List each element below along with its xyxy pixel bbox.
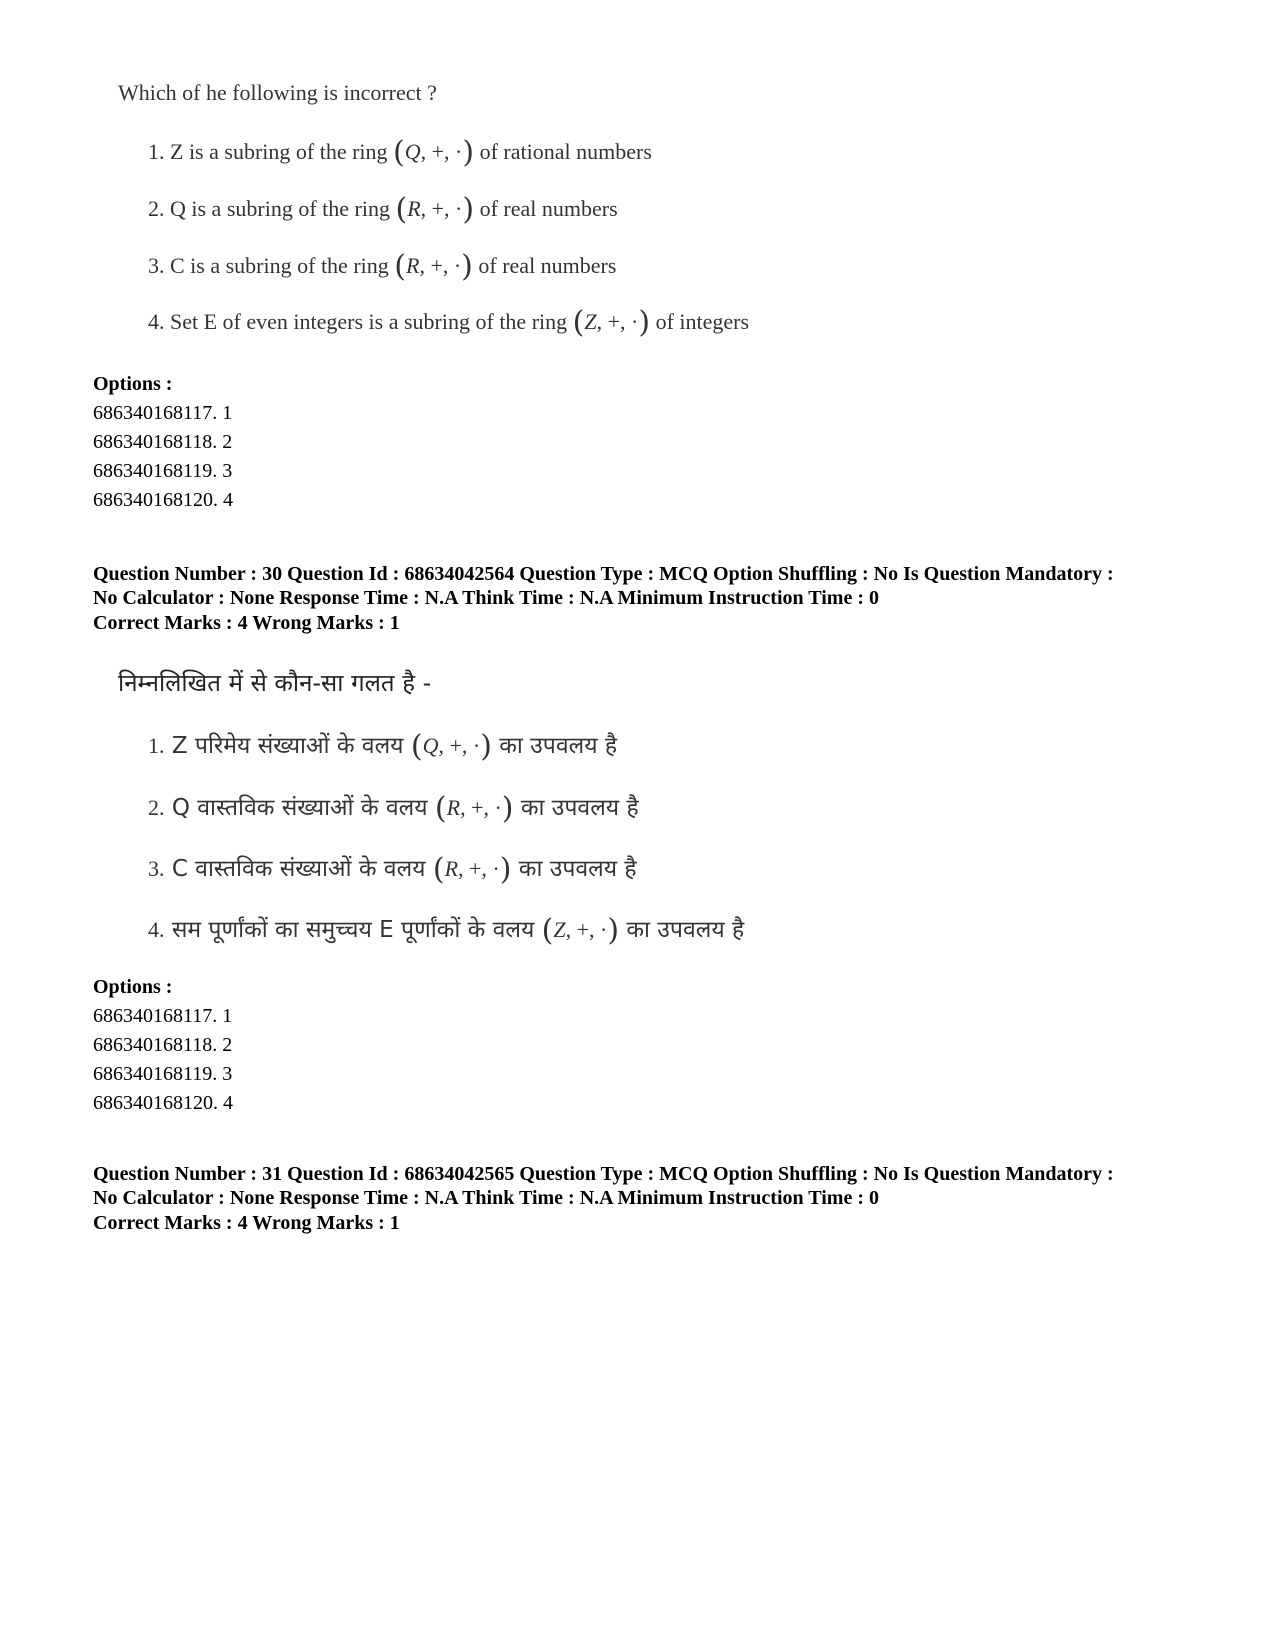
statement-text: of real numbers <box>478 253 617 278</box>
q30-marks: Correct Marks : 4 Wrong Marks : 1 <box>93 612 400 634</box>
statement-text: Z is a subring of the ring <box>170 139 388 164</box>
q30-statement-2 <box>148 788 639 826</box>
ring-ops: , +, · <box>420 196 463 221</box>
q29-statement-3 <box>148 246 617 284</box>
ring-set: Z <box>553 917 566 942</box>
statement-text: का उपवलय है <box>520 795 639 821</box>
paren-open: ( <box>434 791 447 826</box>
paren-close: ) <box>480 729 492 764</box>
q29-option-2: 686340168118. 2 <box>93 431 233 453</box>
statement-text: C वास्तविक संख्याओं के वलय <box>171 856 426 882</box>
ring-set: R <box>446 795 461 820</box>
ring-ops: , +, · <box>565 917 608 942</box>
q30-options-label: Options : <box>93 976 173 998</box>
q31-meta <box>93 1162 1213 1210</box>
statement-number: 4. <box>148 309 165 334</box>
ring-ops: , +, · <box>438 733 481 758</box>
statement-number: 3. <box>148 253 165 278</box>
ring-set: R <box>405 253 420 278</box>
q29-option-4: 686340168120. 4 <box>93 489 233 511</box>
ring-ops: , +, · <box>596 309 639 334</box>
q29-options-label: Options : <box>93 373 173 395</box>
ring-set: R <box>444 856 459 881</box>
statement-text: Q वास्तविक संख्याओं के वलय <box>171 795 428 821</box>
statement-number: 2. <box>148 795 165 820</box>
q30-statement-1 <box>148 726 618 764</box>
paren-close: ) <box>461 249 473 284</box>
ring-set: Z <box>584 309 597 334</box>
ring-set: Q <box>422 733 439 758</box>
q30-option-1: 686340168117. 1 <box>93 1005 233 1027</box>
q29-option-3: 686340168119. 3 <box>93 460 233 482</box>
q30-statement-3 <box>148 849 637 887</box>
statement-number: 3. <box>148 856 165 881</box>
statement-text: का उपवलय है <box>626 917 745 943</box>
q31-meta-line1: Question Number : 31 Question Id : 68634042565 Question Type : MCQ Option Shuffling : No Is Question Mandatory : <box>93 1163 1114 1185</box>
statement-text: of integers <box>655 309 750 334</box>
paren-close: ) <box>638 305 651 340</box>
paren-open: ( <box>393 135 405 170</box>
q29-statement-1 <box>148 132 652 170</box>
statement-text: Q is a subring of the ring <box>170 196 390 221</box>
paren-open: ( <box>432 852 445 887</box>
q30-stem: निम्नलिखित में से कौन-सा गलत है - <box>118 669 432 697</box>
q31-meta-line2: No Calculator : None Response Time : N.A Think Time : N.A Minimum Instruction Time : 0 <box>93 1187 879 1209</box>
statement-text: of real numbers <box>479 196 618 221</box>
ring-ops: , +, · <box>420 139 463 164</box>
q31-marks: Correct Marks : 4 Wrong Marks : 1 <box>93 1212 400 1234</box>
q30-meta-line2: No Calculator : None Response Time : N.A Think Time : N.A Minimum Instruction Time : 0 <box>93 587 879 609</box>
statement-number: 1. <box>148 139 165 164</box>
statement-text: of rational numbers <box>479 139 652 164</box>
statement-number: 4. <box>148 917 165 942</box>
q30-option-3: 686340168119. 3 <box>93 1063 233 1085</box>
statement-text: सम पूर्णांकों का समुच्चय E पूर्णांकों के वलय <box>171 917 535 943</box>
statement-number: 2. <box>148 196 165 221</box>
paren-open: ( <box>541 913 554 948</box>
ring-set: R <box>407 196 421 221</box>
q30-option-4: 686340168120. 4 <box>93 1092 233 1114</box>
paren-close: ) <box>607 913 620 948</box>
paren-open: ( <box>394 249 406 284</box>
paren-open: ( <box>410 729 423 764</box>
paren-open: ( <box>395 192 408 227</box>
q29-statement-4 <box>148 302 750 340</box>
ring-ops: , +, · <box>460 795 502 820</box>
q30-meta-line1: Question Number : 30 Question Id : 68634042564 Question Type : MCQ Option Shuffling : No Is Question Mandatory : <box>93 563 1114 585</box>
statement-text: का उपवलय है <box>499 733 618 759</box>
statement-number: 1. <box>148 733 165 758</box>
statement-text: Z परिमेय संख्याओं के वलय <box>171 733 404 759</box>
paren-close: ) <box>462 135 475 170</box>
q30-meta <box>93 562 1213 610</box>
q29-statement-2 <box>148 189 618 227</box>
paren-close: ) <box>462 192 475 227</box>
q30-statement-4 <box>148 910 745 948</box>
statement-text: का उपवलय है <box>518 856 637 882</box>
paren-open: ( <box>572 305 585 340</box>
statement-text: C is a subring of the ring <box>170 253 389 278</box>
ring-set: Q <box>404 139 421 164</box>
q29-option-1: 686340168117. 1 <box>93 402 233 424</box>
paren-close: ) <box>501 791 514 826</box>
q30-option-2: 686340168118. 2 <box>93 1034 233 1056</box>
q29-stem: Which of he following is incorrect ? <box>118 80 437 105</box>
ring-ops: , +, · <box>458 856 500 881</box>
paren-close: ) <box>499 852 512 887</box>
ring-ops: , +, · <box>419 253 462 278</box>
statement-text: Set E of even integers is a subring of the ring <box>170 309 568 334</box>
